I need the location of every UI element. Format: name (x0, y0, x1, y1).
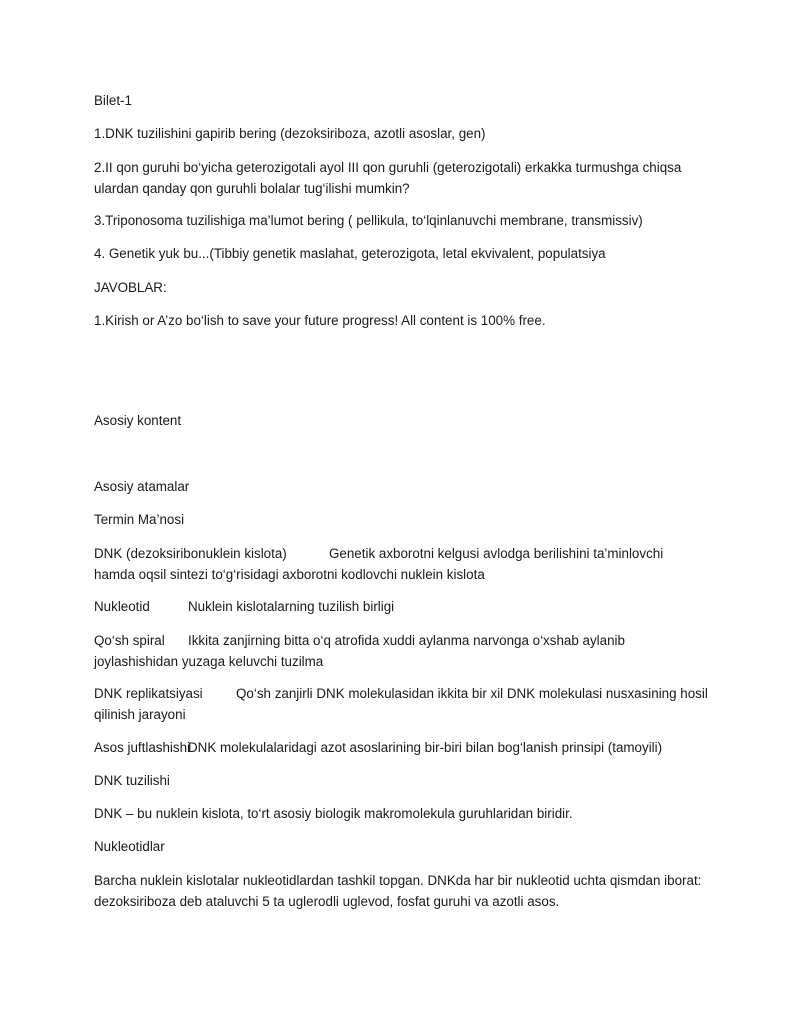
term-meaning-cont: qilinish jarayoni (94, 707, 186, 722)
answer-1: 1.Kirish or A’zo bo‘lish to save your future progress! All content is 100% free. (94, 313, 546, 328)
nucleotides-text-2: dezoksiriboza deb ataluvchi 5 ta uglerodli uglevod, fosfat guruhi va azotli asos. (94, 894, 560, 909)
question-2: 2.II qon guruhi bo‘yicha geterozigotali ayol III qon guruhli (geterozigotali) erkakka turmushga chiqsa (94, 160, 682, 175)
question-1: 1.DNK tuzilishini gapirib bering (dezoksiriboza, azotli asoslar, gen) (94, 126, 486, 141)
dna-structure-text: DNK – bu nuklein kislota, to‘rt asosiy biologik makromolekula guruhlaridan biridir. (94, 806, 573, 821)
term-meaning-cont: joylashishidan yuzaga keluvchi tuzilma (94, 654, 324, 669)
term-row (94, 545, 287, 562)
answers-heading: JAVOBLAR: (94, 280, 167, 295)
nucleotides-text-1: Barcha nuklein kislotalar nukleotidlardan tashkil topgan. DNKda har bir nukleotid uchta qismdan iborat: (94, 873, 702, 888)
term-name: DNK replikatsiyasi (94, 686, 203, 701)
term-name: DNK (dezoksiribonuklein kislota) (94, 546, 287, 561)
term-meaning: DNK molekulalaridagi azot asoslarining bir-biri bilan bog‘lanish prinsipi (tamoyili) (188, 740, 663, 755)
ticket-title: Bilet-1 (94, 93, 132, 108)
term-meaning-cont: hamda oqsil sintezi to‘g‘risidagi axborotni kodlovchi nuklein kislota (94, 567, 485, 582)
term-meaning: Qo‘sh zanjirli DNK molekulasidan ikkita bir xil DNK molekulasi nusxasining hosil (236, 686, 708, 701)
term-name: Nukleotid (94, 599, 150, 614)
term-name: Qo‘sh spiral (94, 633, 165, 648)
terms-heading: Asosiy atamalar (94, 479, 190, 494)
term-meaning: Genetik axborotni kelgusi avlodga berilishini ta’minlovchi (329, 546, 664, 561)
term-meaning: Ikkita zanjirning bitta o‘q atrofida xuddi aylanma narvonga o‘xshab aylanib (188, 633, 625, 648)
main-content-heading: Asosiy kontent (94, 413, 182, 428)
term-meaning: Nuklein kislotalarning tuzilish birligi (188, 599, 395, 614)
question-3: 3.Triponosoma tuzilishiga ma’lumot bering ( pellikula, to‘lqinlanuvchi membrane, transmissiv) (94, 213, 643, 228)
terms-table-header: Termin Ma’nosi (94, 512, 185, 527)
question-2-cont: ulardan qanday qon guruhli bolalar tug‘ilishi mumkin? (94, 181, 410, 196)
term-name: Asos juftlashishi (94, 740, 191, 755)
question-4: 4. Genetik yuk bu...(Tibbiy genetik maslahat, geterozigota, letal ekvivalent, populatsiya (94, 246, 606, 261)
nucleotides-heading: Nukleotidlar (94, 839, 165, 854)
dna-structure-heading: DNK tuzilishi (94, 773, 170, 788)
